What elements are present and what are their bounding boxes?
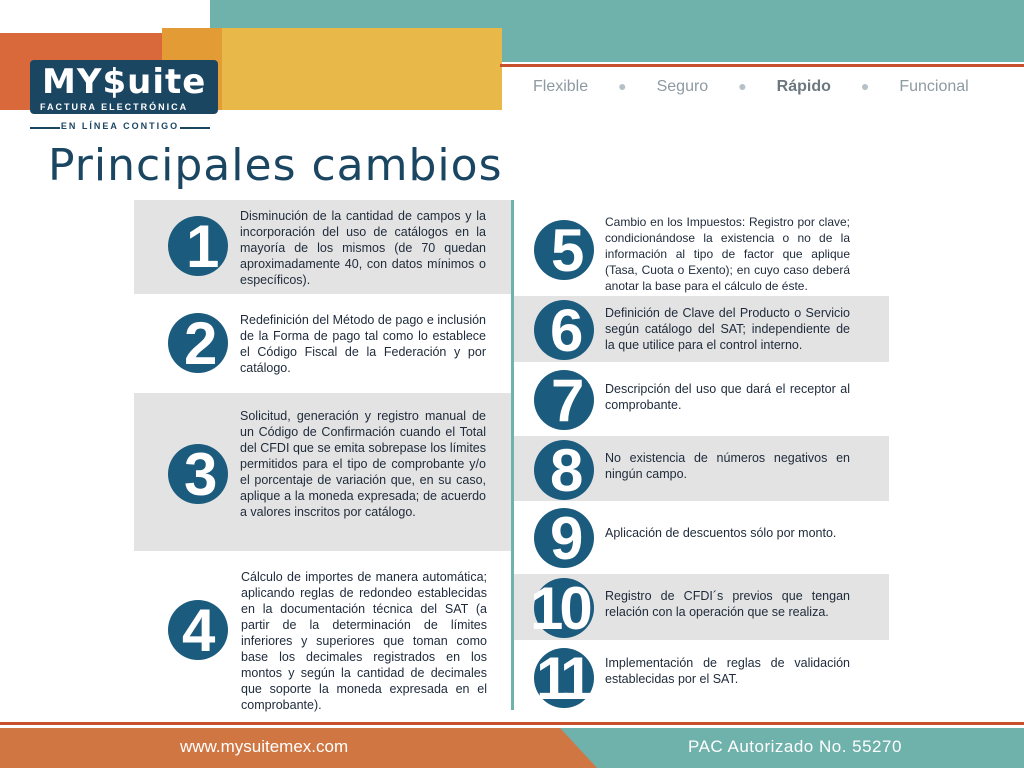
- nav-flexible: Flexible: [533, 78, 589, 95]
- item-10-text: Registro de CFDI´s previos que tengan relación con la operación que se realiza.: [605, 589, 850, 619]
- footer-divider: [0, 722, 1024, 725]
- nav-rapido: Rápido: [776, 78, 831, 95]
- item-4-text: Cálculo de importes de manera automática; aplicando reglas de redondeo establecidas en la documentación técnica del SAT (a partir de la determinación de límites inferiores y superiores que toman como base los decimales registrados en los montos y según la cantidad de decimales que soporte la moneda expresada en el comprobante).: [241, 570, 487, 712]
- header-divider: [500, 64, 1024, 67]
- number-7: 7: [551, 367, 585, 434]
- number-2: 2: [184, 310, 218, 377]
- number-4: 4: [182, 597, 216, 664]
- item-11-text: Implementación de reglas de validación establecidas por el SAT.: [605, 656, 850, 686]
- number-5: 5: [551, 217, 585, 284]
- item-5-text: Cambio en los Impuestos: Registro por clave; condicionándose la existencia o no de la información al tipo de factor que aplique (Tasa, Cuota o Exento); en cuyo caso deberá anotar la base para el cálculo de éste.: [605, 215, 850, 293]
- nav-dot-icon: ●: [618, 78, 627, 94]
- logo-text: MY$uite: [42, 62, 207, 102]
- item-1-text: Disminución de la cantidad de campos y la incorporación del uso de catálogos en la mayoría de los mismos (de 70 quedan aproximadamente 40, con datos mínimos o específicos).: [240, 209, 486, 287]
- number-10: 10: [530, 575, 589, 642]
- nav-dot-icon: ●: [738, 78, 747, 94]
- footer-website-link[interactable]: www.mysuitemex.com: [180, 737, 349, 756]
- number-11: 11: [536, 645, 588, 712]
- logo-subtitle: FACTURA ELECTRÓNICA: [40, 102, 189, 112]
- item-7-text: Descripción del uso que dará el receptor al comprobante.: [605, 382, 850, 412]
- footer-pac-label: PAC Autorizado No. 55270: [688, 737, 902, 756]
- nav-dot-icon: ●: [860, 78, 870, 94]
- nav-funcional: Funcional: [899, 78, 969, 95]
- number-3: 3: [184, 441, 218, 508]
- item-6-text: Definición de Clave del Producto o Servicio según catálogo del SAT; independiente de la que utilice para el control interno.: [605, 306, 850, 352]
- item-9-text: Aplicación de descuentos sólo por monto.: [605, 526, 837, 540]
- number-8: 8: [550, 437, 584, 504]
- item-2-text: Redefinición del Método de pago e inclusión de la Forma de pago tal como lo establece el Código Fiscal de la Federación y por catálogo.: [240, 313, 486, 375]
- number-6: 6: [550, 297, 584, 364]
- item-8-text: No existencia de números negativos en ningún campo.: [605, 451, 850, 481]
- feature-nav: [533, 78, 969, 96]
- tagline: EN LÍNEA CONTIGO: [30, 121, 210, 131]
- nav-seguro: Seguro: [656, 78, 709, 95]
- column-divider: [511, 200, 514, 710]
- item-3-text: Solicitud, generación y registro manual de un Código de Confirmación cuando el Total del CFDI que se emita sobrepase los límites permitidos para el tipo de comprobante y/o el porcentaje de variación que, en su caso, aplique a la moneda expresada; de acuerdo a valores inscritos por catálogo.: [240, 409, 486, 519]
- number-9: 9: [550, 505, 584, 572]
- number-1: 1: [186, 213, 220, 280]
- page-title: Principales cambios: [48, 140, 503, 191]
